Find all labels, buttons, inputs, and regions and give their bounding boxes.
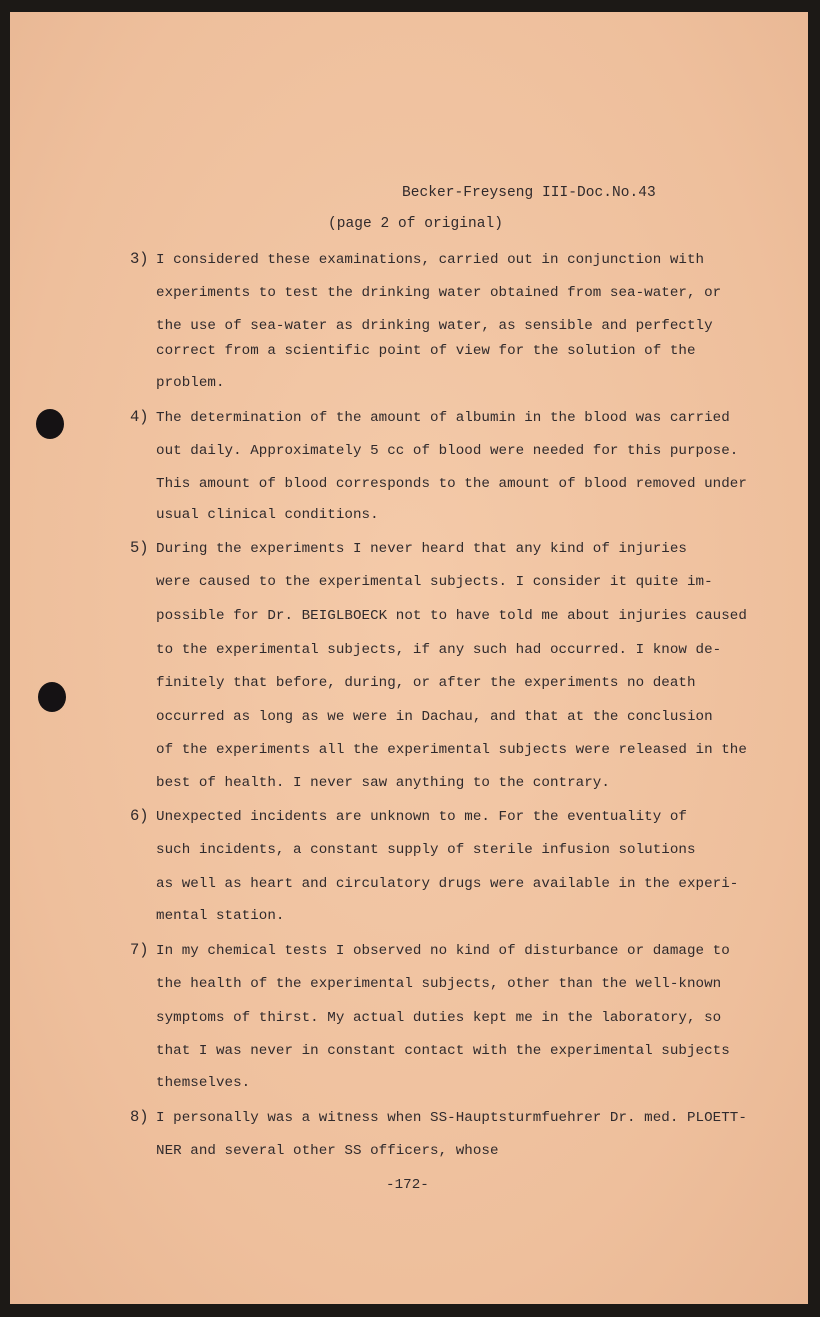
item-line: NER and several other SS officers, whose	[156, 1143, 499, 1159]
item-line: to the experimental subjects, if any such had occurred. I know de-	[156, 642, 722, 658]
item-line: were caused to the experimental subjects. I consider it quite im-	[156, 574, 713, 590]
item-number: 5)	[130, 539, 149, 557]
punch-hole-top	[36, 409, 64, 439]
item-number: 6)	[130, 807, 149, 825]
item-line: The determination of the amount of albumin in the blood was carried	[156, 410, 730, 426]
item-line: I personally was a witness when SS-Hauptsturmfuehrer Dr. med. PLOETT-	[156, 1110, 747, 1126]
page-note: (page 2 of original)	[328, 216, 504, 232]
item-line: best of health. I never saw anything to the contrary.	[156, 775, 610, 791]
item-line: themselves.	[156, 1075, 251, 1091]
item-line: correct from a scientific point of view for the solution of the	[156, 343, 696, 359]
item-line: finitely that before, during, or after the experiments no death	[156, 675, 696, 691]
item-line: I considered these examinations, carried out in conjunction with	[156, 252, 705, 268]
item-line: as well as heart and circulatory drugs were available in the experi-	[156, 876, 739, 892]
item-line: such incidents, a constant supply of sterile infusion solutions	[156, 842, 696, 858]
item-line: During the experiments I never heard that any kind of injuries	[156, 541, 687, 557]
item-line: In my chemical tests I observed no kind of disturbance or damage to	[156, 943, 730, 959]
item-line: the health of the experimental subjects, other than the well-known	[156, 976, 722, 992]
item-line: This amount of blood corresponds to the amount of blood removed under	[156, 476, 747, 492]
item-number: 4)	[130, 408, 149, 426]
page-number: -172-	[386, 1177, 429, 1193]
item-line: experiments to test the drinking water obtained from sea-water, or	[156, 285, 722, 301]
item-line: Unexpected incidents are unknown to me. For the eventuality of	[156, 809, 687, 825]
item-line: mental station.	[156, 908, 285, 924]
item-number: 3)	[130, 250, 149, 268]
item-line: possible for Dr. BEIGLBOECK not to have told me about injuries caused	[156, 608, 747, 624]
item-line: out daily. Approximately 5 cc of blood were needed for this purpose.	[156, 443, 739, 459]
item-line: symptoms of thirst. My actual duties kept me in the laboratory, so	[156, 1010, 722, 1026]
item-line: occurred as long as we were in Dachau, and that at the conclusion	[156, 709, 713, 725]
item-line: that I was never in constant contact with the experimental subjects	[156, 1043, 730, 1059]
item-number: 7)	[130, 941, 149, 959]
document-reference: Becker-Freyseng III-Doc.No.43	[402, 185, 656, 201]
item-line: usual clinical conditions.	[156, 507, 379, 523]
document-page	[10, 12, 808, 1304]
item-line: problem.	[156, 375, 225, 391]
punch-hole-bottom	[38, 682, 66, 712]
item-line: the use of sea-water as drinking water, as sensible and perfectly	[156, 318, 713, 334]
item-number: 8)	[130, 1108, 149, 1126]
item-line: of the experiments all the experimental subjects were released in the	[156, 742, 747, 758]
